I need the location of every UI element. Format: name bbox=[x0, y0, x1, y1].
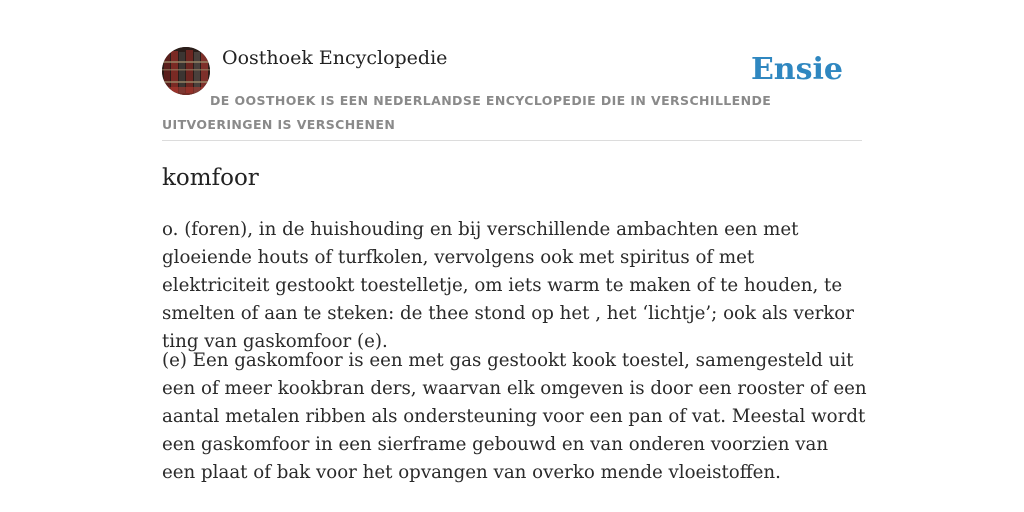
encyclopedia-books-icon[interactable] bbox=[162, 47, 210, 95]
site-title[interactable]: Oosthoek Encyclopedie bbox=[222, 47, 448, 69]
brand-logo[interactable]: Ensie bbox=[750, 52, 843, 87]
site-tagline: DE OOSTHOEK IS EEN NEDERLANDSE ENCYCLOPEDIE DIE IN VERSCHILLENDE UITVOERINGEN IS VERSCHENEN bbox=[162, 93, 772, 132]
entry-title: komfoor bbox=[162, 165, 259, 191]
entry-paragraph: o. (foren), in de huishouding en bij verschillende ambachten een met gloeiende houts of turfkolen, vervolgens ook met spiritus of met elektriciteit gestookt toestelletje, om iets warm te maken of te houden, te smelten of aan te steken: de thee stond op het , het ‘lichtje’; ook als verkor ting van gaskomfoor (e). bbox=[162, 219, 854, 352]
entry-paragraph: (e) Een gaskomfoor is een met gas gestookt kook toestel, samengesteld uit een of meer kookbran ders, waarvan elk omgeven is door een rooster of een aantal metalen ribben als ondersteuning voor een pan of vat. Meestal wordt een gaskomfoor in een sierframe gebouwd en van onderen voorzien van een plaat of bak voor het opvangen van overko mende vloeistoffen. bbox=[162, 350, 867, 483]
site-header bbox=[162, 0, 862, 141]
article-card bbox=[162, 0, 867, 483]
